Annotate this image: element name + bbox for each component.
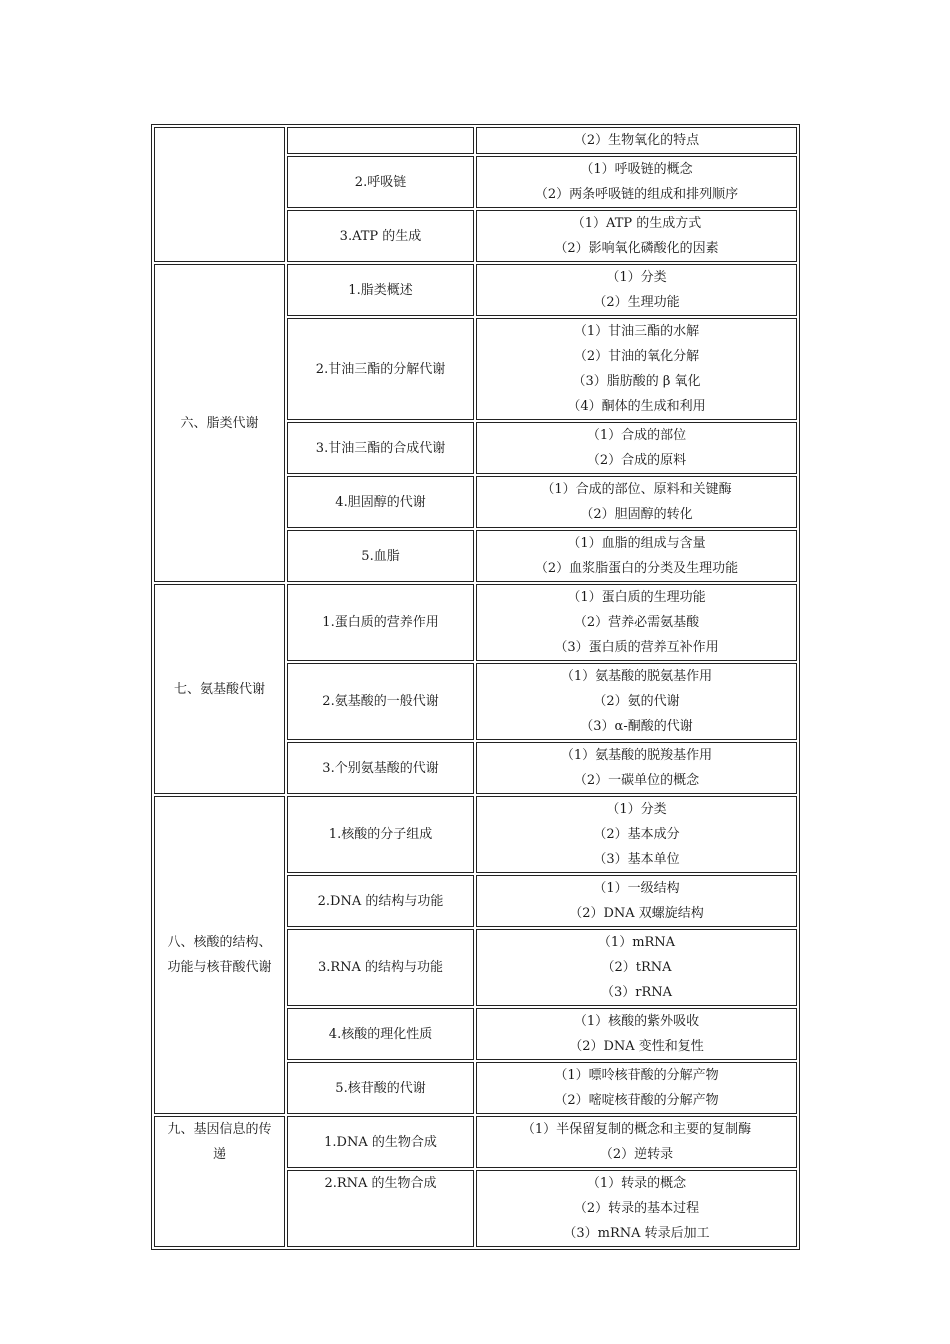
section-title-cell [154, 264, 285, 582]
section-title-cell [154, 796, 285, 1114]
topic-cell [287, 530, 474, 582]
section-title-line: 八、核酸的结构、 [167, 935, 272, 950]
topic-name: 1.脂类概述 [348, 282, 413, 298]
topic-cell [287, 663, 474, 740]
point-item: （3）α-酮酸的代谢 [580, 719, 693, 734]
point-item: （3）rRNA [600, 985, 673, 1000]
points-cell [476, 1062, 797, 1114]
points-cell [476, 156, 797, 208]
point-item: （2）合成的原料 [586, 453, 687, 468]
section-title-line: 九、基因信息的传 [167, 1122, 272, 1137]
topic-name: 2.RNA 的生物合成 [324, 1176, 437, 1191]
points-cell [476, 210, 797, 262]
point-item: （1）一级结构 [593, 881, 680, 896]
topic-name: 1.核酸的分子组成 [328, 827, 433, 842]
point-item: （1）蛋白质的生理功能 [567, 590, 706, 605]
point-item: （1）分类 [606, 802, 667, 817]
points-cell [476, 929, 797, 1006]
table-row [154, 796, 797, 873]
point-item: （1）合成的部位、原料和关键酶 [541, 482, 732, 497]
topic-name: 3.个别氨基酸的代谢 [322, 760, 439, 776]
point-item: （2）氨的代谢 [593, 694, 680, 709]
topic-cell [287, 264, 474, 316]
table-row [154, 264, 797, 316]
topic-name: 5.核苷酸的代谢 [335, 1080, 426, 1096]
points-cell [476, 530, 797, 582]
section-title-cell [154, 1116, 285, 1247]
topic-cell [287, 1062, 474, 1114]
point-item: （1）甘油三酯的水解 [573, 324, 700, 339]
points-cell [476, 663, 797, 740]
topic-cell [287, 476, 474, 528]
topic-cell [287, 210, 474, 262]
topic-cell [287, 1116, 474, 1168]
point-item: （2）影响氧化磷酸化的因素 [554, 241, 719, 256]
section-title-line: 递 [212, 1147, 226, 1162]
points-cell [476, 318, 797, 420]
point-item: （1）血脂的组成与含量 [567, 536, 706, 551]
section-title-line: 功能与核苷酸代谢 [167, 960, 272, 975]
point-item: （1）呼吸链的概念 [580, 162, 693, 177]
point-item: （2）胆固醇的转化 [580, 507, 693, 522]
topic-name: 3.RNA 的结构与功能 [317, 960, 444, 975]
topic-cell [287, 875, 474, 927]
point-item: （2）营养必需氨基酸 [573, 615, 700, 630]
topic-cell [287, 1008, 474, 1060]
points-cell [476, 875, 797, 927]
points-cell [476, 264, 797, 316]
points-cell [476, 1116, 797, 1168]
point-item: （1）合成的部位 [586, 428, 687, 443]
point-item: （1）ATP 的生成方式 [571, 216, 702, 231]
point-item: （2）血浆脂蛋白的分类及生理功能 [534, 561, 739, 576]
syllabus-table-body [154, 127, 797, 1247]
topic-name: 3.甘油三酯的合成代谢 [315, 440, 446, 456]
point-item: （3）mRNA 转录后加工 [563, 1226, 710, 1241]
topic-name: 1.DNA 的生物合成 [324, 1134, 437, 1150]
point-item: （2）两条呼吸链的组成和排列顺序 [534, 187, 739, 202]
table-row [154, 584, 797, 661]
topic-cell [287, 422, 474, 474]
point-item: （1）转录的概念 [586, 1176, 687, 1191]
topic-name: 5.血脂 [361, 548, 400, 564]
topic-name: 2.氨基酸的一般代谢 [322, 694, 439, 709]
table-row [154, 127, 797, 154]
points-cell [476, 1008, 797, 1060]
topic-cell [287, 742, 474, 794]
section-title: 七、氨基酸代谢 [173, 681, 265, 697]
point-item: （2）一碳单位的概念 [573, 773, 700, 788]
topic-cell [287, 156, 474, 208]
topic-name: 4.胆固醇的代谢 [335, 494, 426, 510]
point-item: （1）分类 [606, 270, 667, 285]
points-cell [476, 127, 797, 154]
points-cell [476, 742, 797, 794]
point-item: （3）蛋白质的营养互补作用 [554, 640, 719, 655]
point-item: （1）mRNA [597, 935, 676, 950]
point-item: （1）嘌呤核苷酸的分解产物 [554, 1068, 719, 1083]
points-cell [476, 422, 797, 474]
point-item: （2）生理功能 [593, 295, 680, 310]
point-item: （4）酮体的生成和利用 [567, 399, 706, 414]
point-item: （3）脂肪酸的 β 氧化 [572, 374, 701, 389]
points-cell [476, 796, 797, 873]
point-item: （1）核酸的紫外吸收 [573, 1014, 700, 1029]
section-title-cell [154, 127, 285, 262]
point-item: （1）氨基酸的脱羧基作用 [560, 748, 713, 763]
point-item: （2）基本成分 [593, 827, 680, 842]
point-item: （2）tRNA [601, 960, 672, 975]
topic-cell [287, 796, 474, 873]
topic-name: 4.核酸的理化性质 [328, 1026, 433, 1042]
section-title-cell [154, 584, 285, 794]
point-item: （3）基本单位 [593, 852, 680, 867]
point-item: （2）逆转录 [599, 1147, 674, 1162]
table-row [154, 1116, 797, 1168]
topic-name: 2.甘油三酯的分解代谢 [315, 361, 446, 377]
topic-cell [287, 929, 474, 1006]
points-cell [476, 476, 797, 528]
point-item: （2）嘧啶核苷酸的分解产物 [554, 1093, 719, 1108]
topic-cell [287, 584, 474, 661]
topic-name: 2.呼吸链 [354, 174, 407, 190]
point-item: （2）转录的基本过程 [573, 1201, 700, 1216]
point-item: （1）半保留复制的概念和主要的复制酶 [521, 1122, 752, 1137]
point-item: （2）DNA 变性和复性 [569, 1039, 704, 1054]
section-title: 六、脂类代谢 [180, 415, 259, 431]
point-item: （2）甘油的氧化分解 [573, 349, 700, 364]
syllabus-table [151, 124, 800, 1250]
topic-cell [287, 1170, 474, 1247]
point-item: （2）DNA 双螺旋结构 [569, 906, 704, 921]
points-cell [476, 1170, 797, 1247]
topic-name: 2.DNA 的结构与功能 [317, 893, 444, 909]
topic-cell [287, 318, 474, 420]
points-cell [476, 584, 797, 661]
topic-cell [287, 127, 474, 154]
point-item: （2）生物氧化的特点 [573, 133, 700, 148]
topic-name: 3.ATP 的生成 [339, 228, 422, 244]
topic-name: 1.蛋白质的营养作用 [322, 615, 439, 630]
point-item: （1）氨基酸的脱氨基作用 [560, 669, 713, 684]
